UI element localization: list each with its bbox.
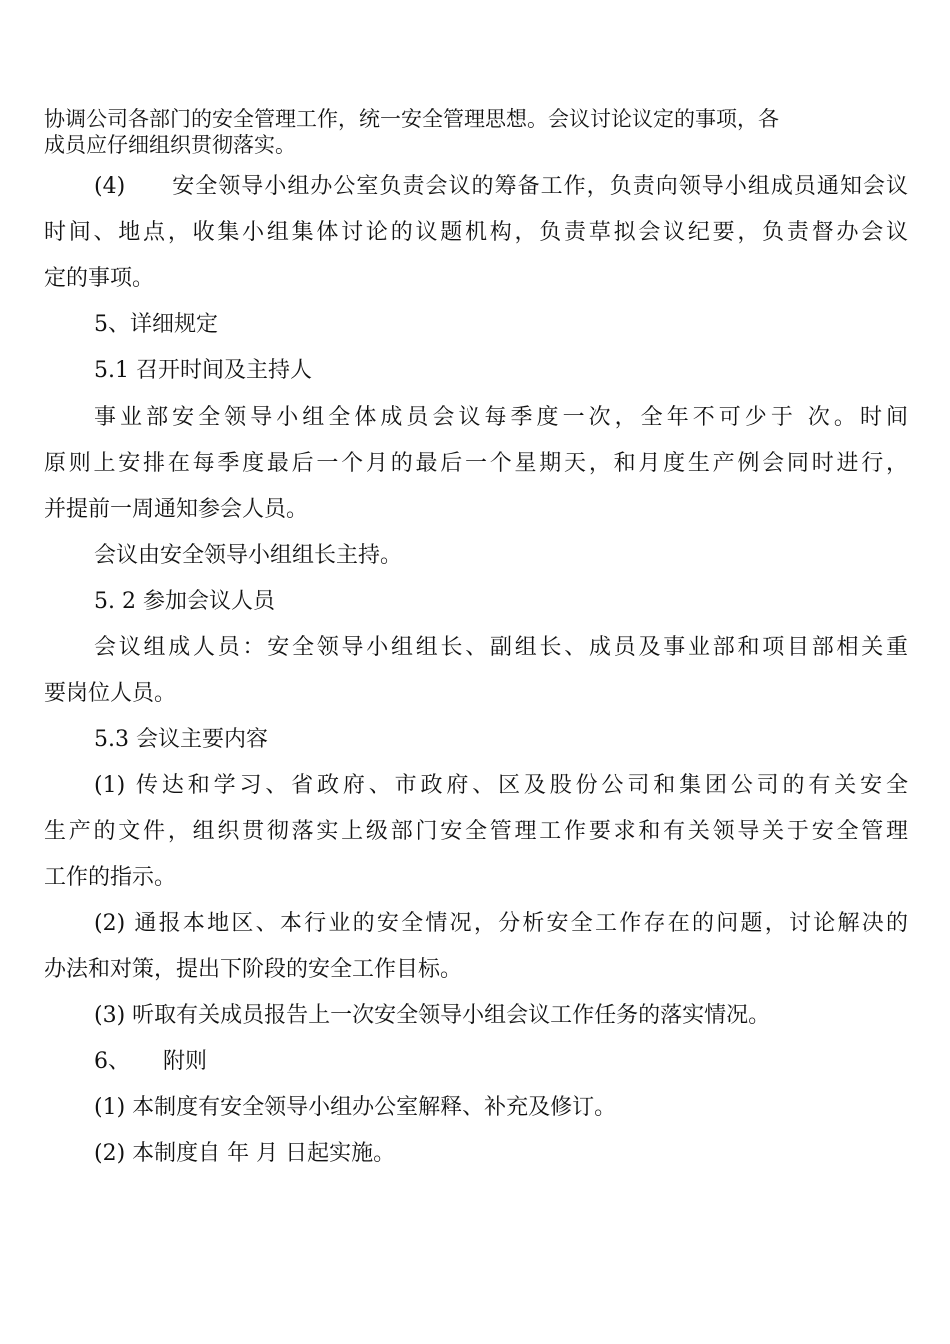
section-heading: 5、详细规定: [94, 312, 218, 337]
text-line: (1) 本制度有安全领导小组办公室解释、补充及修订。: [94, 1095, 617, 1120]
section-heading: 6、 附则: [94, 1049, 207, 1074]
text-line: 要岗位人员。: [44, 681, 177, 706]
text-line: 会议由安全领导小组组长主持。: [94, 543, 403, 568]
text-line: (2) 通报本地区、本行业的安全情况，分析安全工作存在的问题，讨论解决的: [94, 911, 908, 936]
text-line: 事业部安全领导小组全体成员会议每季度一次，全年不可少于 次。时间: [94, 405, 908, 430]
section-heading: 5. 2 参加会议人员: [94, 589, 275, 614]
text-line: 工作的指示。: [44, 865, 177, 890]
section-heading: 5.3 会议主要内容: [94, 727, 268, 752]
text-line: 成员应仔细组织贯彻落实。: [44, 133, 296, 157]
text-line: 生产的文件，组织贯彻落实上级部门安全管理工作要求和有关领导关于安全管理: [44, 819, 908, 844]
text-line: (4) 安全领导小组办公室负责会议的筹备工作，负责向领导小组成员通知会议: [94, 174, 908, 199]
text-line: 原则上安排在每季度最后一个月的最后一个星期天，和月度生产例会同时进行，: [44, 451, 908, 476]
text-line: (2) 本制度自 年 月 日起实施。: [94, 1141, 396, 1166]
text-line: 协调公司各部门的安全管理工作，统一安全管理思想。会议讨论议定的事项，各: [44, 107, 779, 131]
text-line: (1) 传达和学习、省政府、市政府、区及股份公司和集团公司的有关安全: [94, 773, 908, 798]
text-line: (3) 听取有关成员报告上一次安全领导小组会议工作任务的落实情况。: [94, 1003, 771, 1028]
text-line: 会议组成人员：安全领导小组组长、副组长、成员及事业部和项目部相关重: [94, 635, 908, 660]
text-line: 时间、地点，收集小组集体讨论的议题机构，负责草拟会议纪要，负责督办会议: [44, 220, 908, 245]
section-heading: 5.1 召开时间及主持人: [94, 358, 312, 383]
text-line: 定的事项。: [44, 266, 155, 291]
text-line: 并提前一周通知参会人员。: [44, 497, 309, 522]
text-line: 办法和对策，提出下阶段的安全工作目标。: [44, 957, 463, 982]
